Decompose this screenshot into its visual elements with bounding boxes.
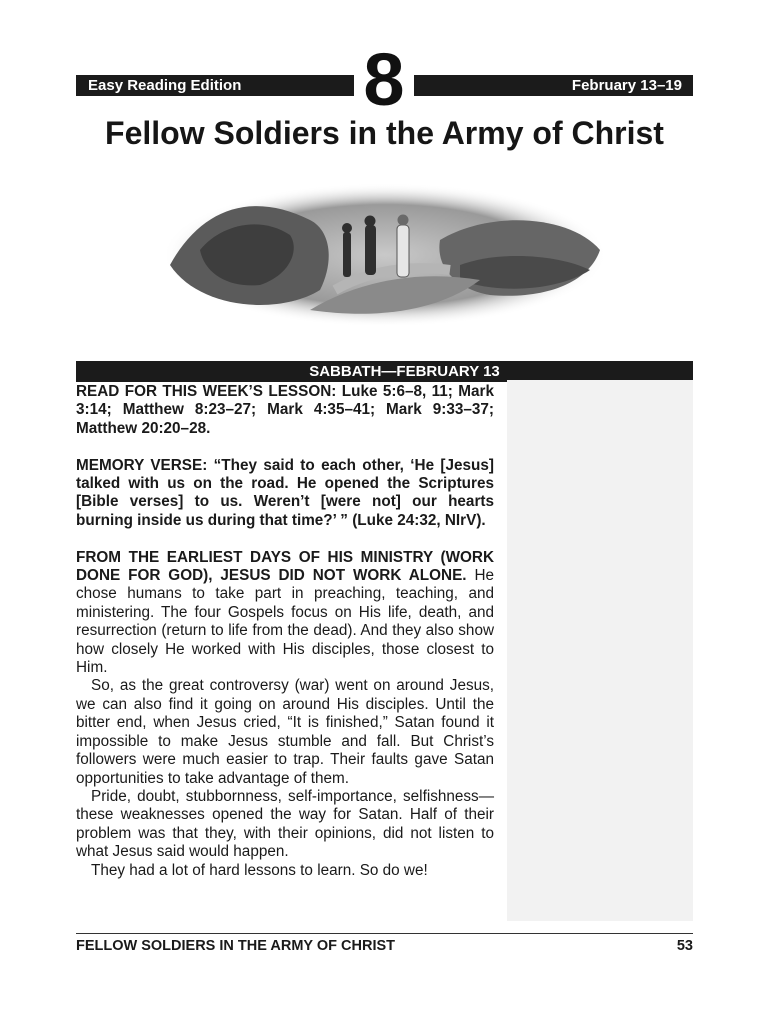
- page-number: 53: [676, 938, 693, 954]
- notes-sidebar: [507, 380, 693, 921]
- day-heading: SABBATH—FEBRUARY 13: [76, 361, 693, 382]
- lesson-number: 8: [363, 38, 405, 121]
- intro-paragraph: [76, 549, 494, 678]
- lesson-dates: February 13–19: [414, 75, 693, 96]
- intro-body: He chose humans to take part in preaching, teaching, and ministering. The four Gospels focus on His life, death, and resurrection (return to life from the dead). And they also show how closely He worked with His disciples, those closest to Him.: [76, 567, 494, 677]
- memory-verse: MEMORY VERSE: “They said to each other, ‘He [Jesus] talked with us on the road. He opened the Scriptures [Bible verses] to us. Weren’t [were not] our hearts burning inside us during that time?’ ” (Luke 24:32, NIrV).: [76, 456, 494, 529]
- lesson-body: [76, 383, 494, 880]
- footer-rule: [76, 933, 693, 934]
- footer-running-title: FELLOW SOLDIERS IN THE ARMY OF CHRIST: [76, 938, 395, 954]
- intro-lead: FROM THE EARLIEST DAYS OF HIS MINISTRY (WORK DONE FOR GOD), JESUS DID NOT WORK ALONE.: [76, 548, 494, 585]
- road-illustration: [160, 170, 610, 340]
- paragraph: So, as the great controversy (war) went on around Jesus, we can also find it going on around His disciples. Until the bitter end, when Jesus cried, “It is finished,” Satan found it impossible to make Jesus stumble and fall. But Christ’s followers were much easier to trap. Their faults gave Satan opportunities to take advantage of them.: [76, 677, 494, 787]
- lesson-title: Fellow Soldiers in the Army of Christ: [105, 115, 664, 151]
- paragraph: They had a lot of hard lessons to learn. So do we!: [91, 861, 428, 879]
- edition-label: Easy Reading Edition: [76, 75, 354, 96]
- paragraph: Pride, doubt, stubbornness, self-importance, selfishness—these weaknesses opened the way for Satan. Half of their problem was that they, with their opinions, did not listen to what Jesus said would happen.: [76, 787, 494, 861]
- reading-assignment: READ FOR THIS WEEK’S LESSON: Luke 5:6–8, 11; Mark 3:14; Matthew 8:23–27; Mark 4:35–41; Mark 9:33–37; Matthew 20:20–28.: [76, 383, 494, 437]
